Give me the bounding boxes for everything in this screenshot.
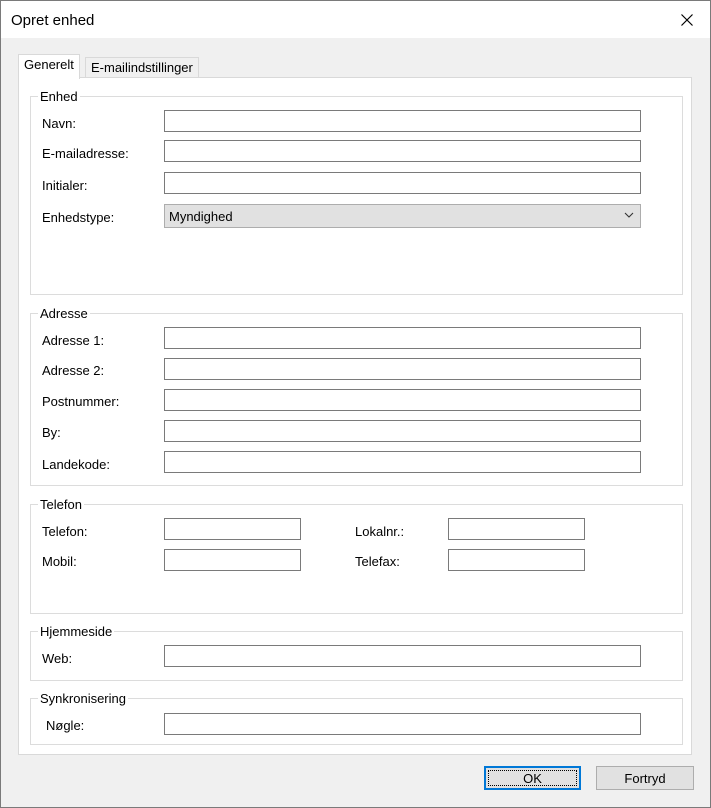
by-label: By: [42, 425, 61, 440]
group-hjemmeside-legend: Hjemmeside [40, 624, 113, 639]
tab-generelt[interactable]: Generelt [18, 54, 80, 79]
by-input[interactable] [164, 420, 641, 442]
navn-label: Navn: [42, 116, 76, 131]
group-adresse-legend: Adresse [40, 306, 88, 321]
nogle-input[interactable] [164, 713, 641, 735]
group-enhed [30, 89, 683, 295]
adresse1-label: Adresse 1: [42, 333, 105, 348]
telefon-label: Telefon: [42, 524, 88, 539]
adresse2-input[interactable] [164, 358, 641, 380]
telefax-label: Telefax: [355, 554, 400, 569]
enhedstype-select[interactable] [164, 204, 641, 228]
group-hjemmeside [30, 624, 683, 681]
group-enhed-legend: Enhed [40, 89, 78, 104]
title-bar [1, 1, 710, 38]
group-telefon [30, 497, 683, 614]
close-button[interactable] [664, 1, 710, 38]
group-synkronisering [30, 691, 683, 745]
adresse2-label: Adresse 2: [42, 363, 105, 378]
cancel-button[interactable] [596, 766, 694, 790]
postnummer-label: Postnummer: [42, 394, 120, 409]
close-icon [681, 14, 693, 26]
navn-input[interactable] [164, 110, 641, 132]
enhedstype-label: Enhedstype: [42, 210, 115, 225]
postnummer-input[interactable] [164, 389, 641, 411]
mobil-input[interactable] [164, 549, 301, 571]
nogle-label: Nøgle: [46, 718, 85, 733]
ok-button[interactable] [484, 766, 581, 790]
adresse1-input[interactable] [164, 327, 641, 349]
dialog-title: Opret enhed [11, 12, 95, 29]
email-input[interactable] [164, 140, 641, 162]
web-label: Web: [42, 651, 73, 666]
web-input[interactable] [164, 645, 641, 667]
ok-button-label: OK [523, 770, 542, 786]
enhedstype-value: Myndighed [169, 209, 233, 224]
initialer-label: Initialer: [42, 178, 88, 193]
initialer-input[interactable] [164, 172, 641, 194]
landekode-input[interactable] [164, 451, 641, 473]
tab-panel-generelt [18, 77, 692, 755]
mobil-label: Mobil: [42, 554, 77, 569]
telefon-input[interactable] [164, 518, 301, 540]
cancel-button-label: Fortryd [624, 770, 666, 786]
email-label: E-mailadresse: [42, 146, 129, 161]
chevron-down-icon [624, 211, 634, 219]
telefax-input[interactable] [448, 549, 585, 571]
lokalnr-label: Lokalnr.: [355, 524, 405, 539]
group-synkronisering-legend: Synkronisering [40, 691, 126, 706]
focus-rectangle [488, 770, 577, 786]
landekode-label: Landekode: [42, 457, 110, 472]
group-telefon-legend: Telefon [40, 497, 82, 512]
group-adresse [30, 306, 683, 486]
lokalnr-input[interactable] [448, 518, 585, 540]
tab-e-mailindstillinger[interactable]: E-mailindstillinger [85, 57, 199, 78]
